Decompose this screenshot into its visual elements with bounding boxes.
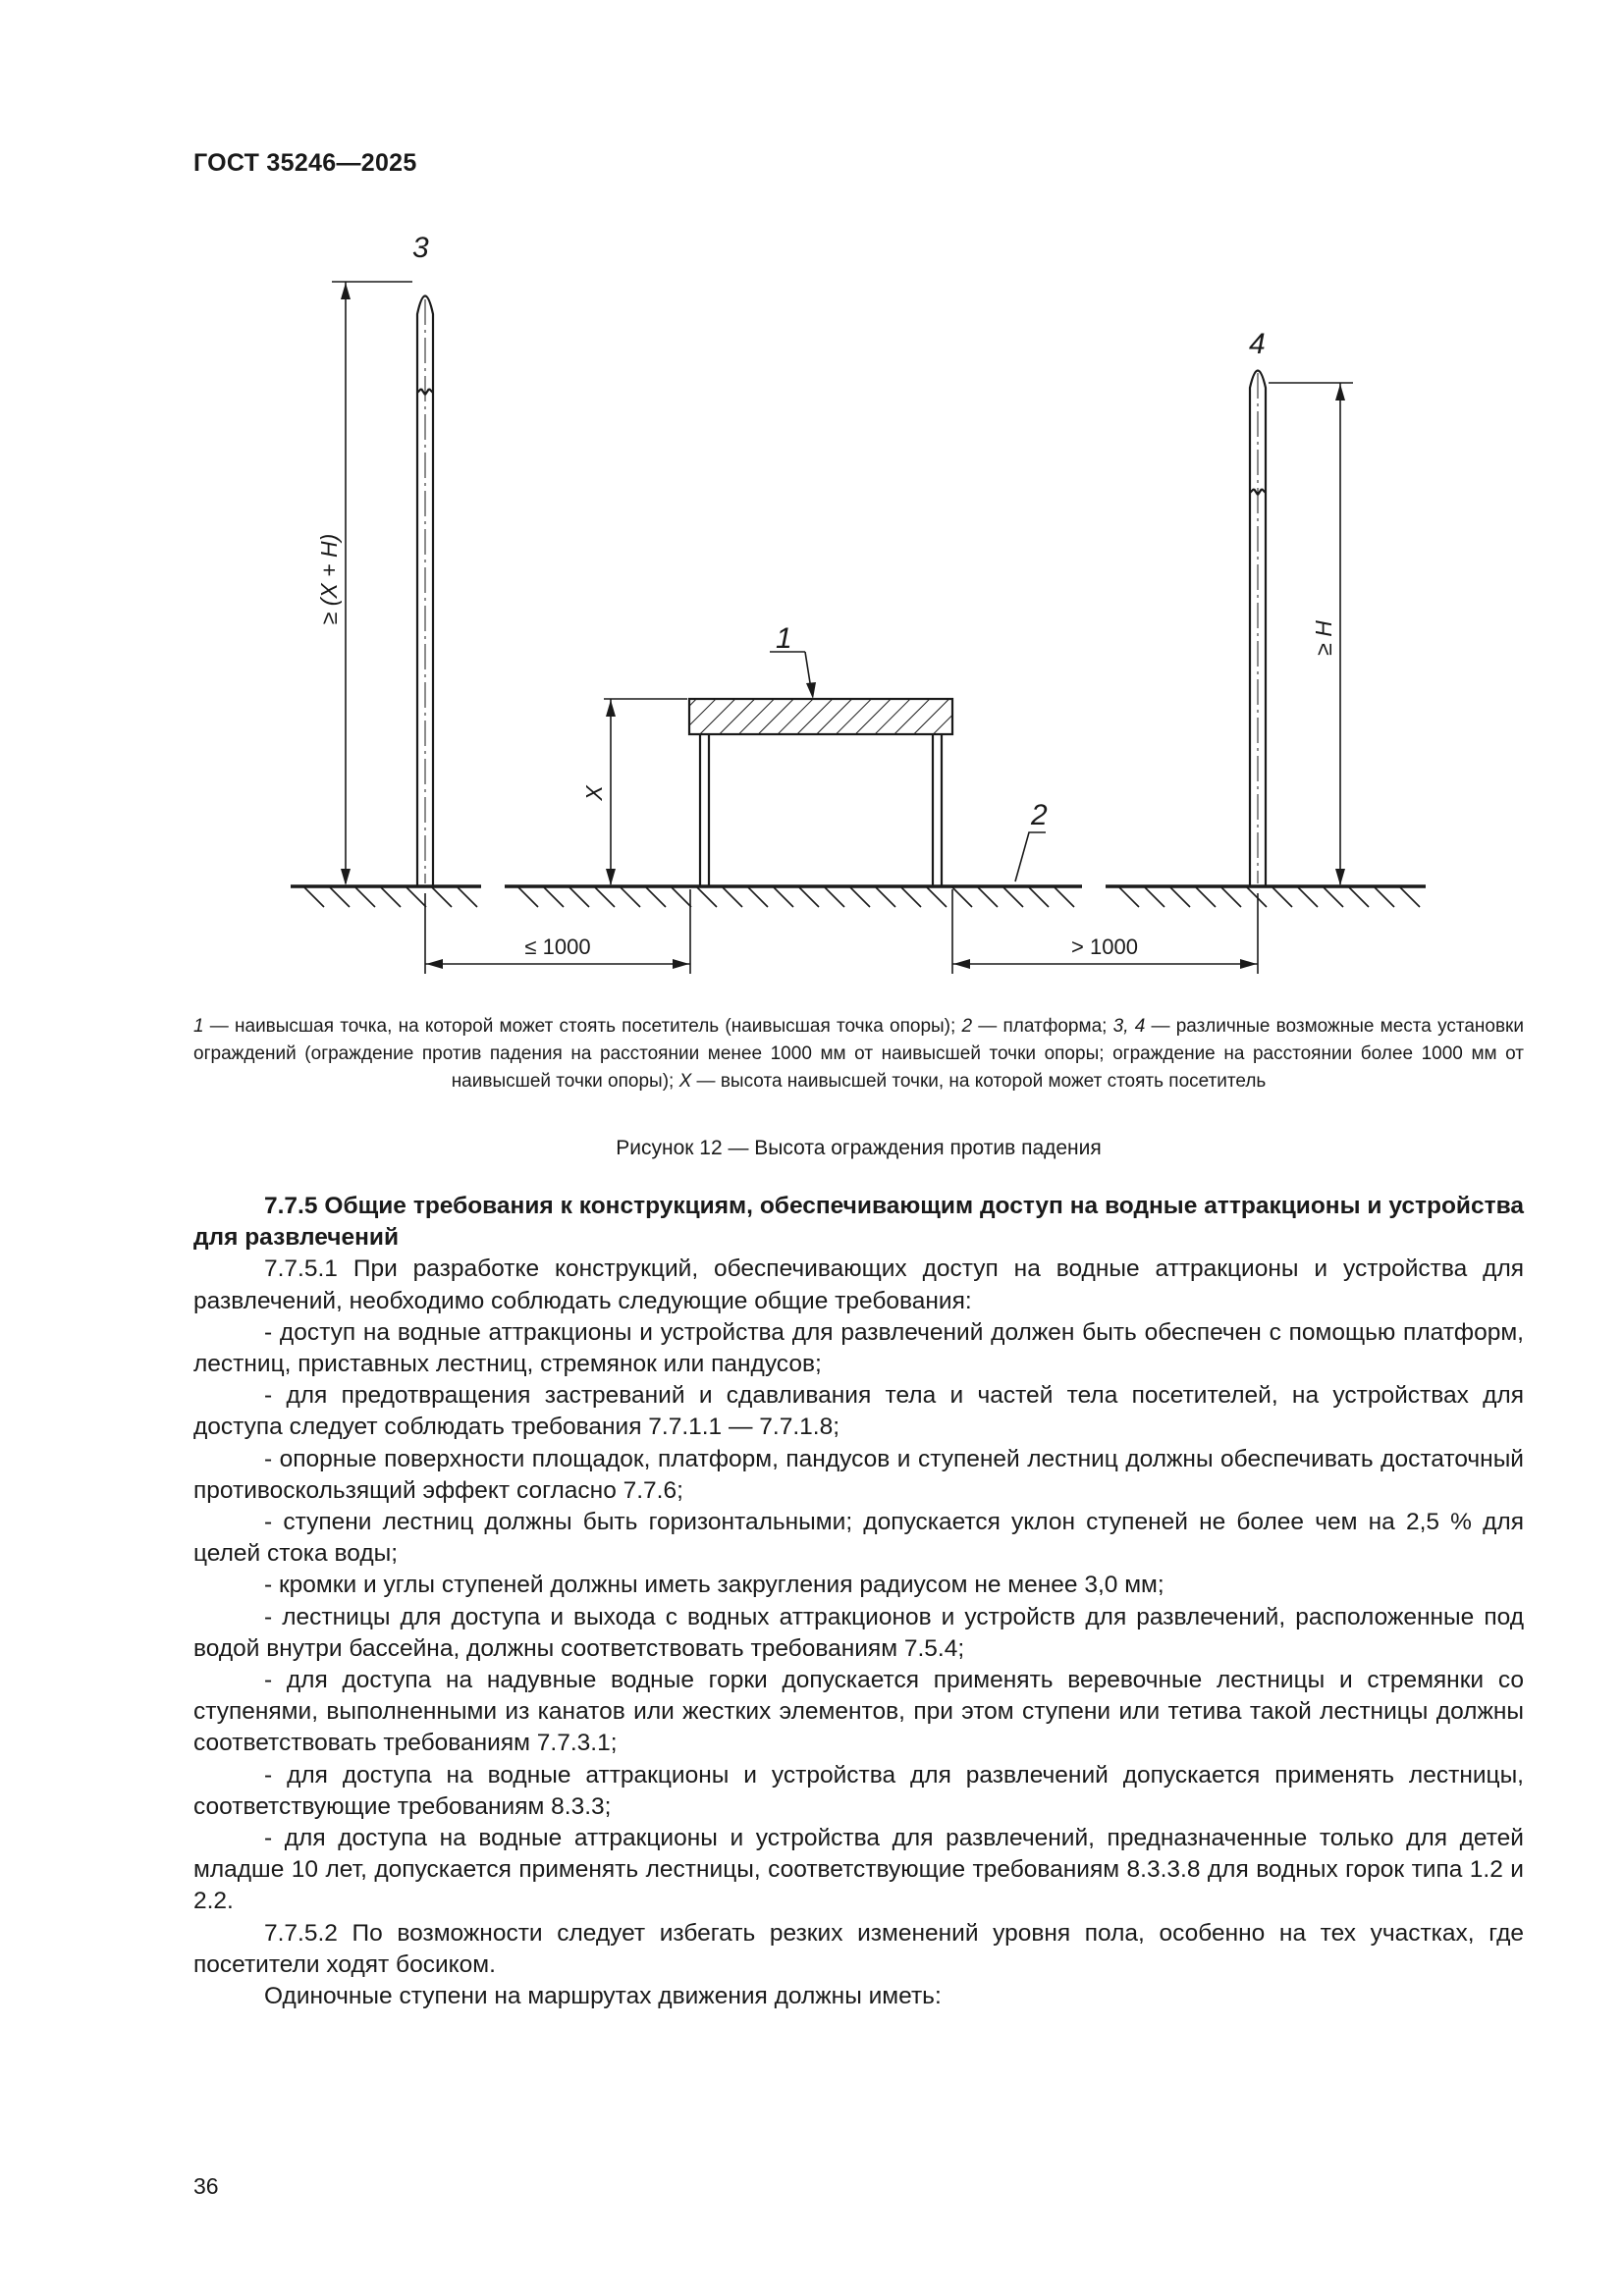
list-item: - для предотвращения застреваний и сдавливания тела и частей тела посетителей, на устройствах для доступа следует соблюдать требования 7.7.1.1 — 7.7.1.8; [193,1382,1524,1441]
label-1: 1 [776,622,792,655]
dimension-gt1000 [952,889,1258,974]
dim-label-h: ≥ H [1311,620,1336,656]
ground [291,886,1426,907]
legend-key-2: 2 [961,1016,973,1037]
list-item: - для доступа на надувные водные горки допускается применять веревочные лестницы и стремянки со ступенями, выполненными из канатов или жестких элементов, при этом ступени или тетива такой лестницы должны соответствовать требованиям 7.7.3.1; [193,1667,1524,1757]
leader-1 [770,652,816,699]
label-4: 4 [1249,328,1266,360]
leader-2 [1015,832,1046,881]
list-item: - ступени лестниц должны быть горизонтальными; допускается уклон ступеней не более чем на 2,5 % для целей стока воды; [193,1509,1524,1568]
dim-label-x: X [581,785,607,801]
legend-key-34: 3, 4 [1112,1016,1146,1037]
paragraph-7-7-5-1: 7.7.5.1 При разработке конструкций, обеспечивающих доступ на водные аттракционы и устройства для развлечений, необходимо соблюдать следующие общие требования: [193,1255,1524,1314]
list-item: - для доступа на водные аттракционы и устройства для развлечений допускается применять лестницы, соответствующие требованиям 8.3.3; [193,1761,1524,1820]
dim-label-le1000: ≤ 1000 [524,934,591,959]
list-item: - доступ на водные аттракционы и устройства для развлечений должен быть обеспечен с помощью платформ, лестниц, приставных лестниц, стремянок или пандусов; [193,1318,1524,1378]
fence-post-4 [1250,371,1266,887]
paragraph-7-7-5-2: 7.7.5.2 По возможности следует избегать резких изменений уровня пола, особенно на тех участках, где посетители ходят босиком. [193,1919,1524,1978]
section-heading: 7.7.5 Общие требования к конструкциям, обеспечивающим доступ на водные аттракционы и устройства для развлечений [193,1193,1524,1252]
body-text [193,1191,1524,2012]
fence-post-3 [417,296,433,887]
legend-text-1: — наивысшая точка, на которой может стоять посетитель (наивысшая точка опоры); [203,1016,962,1037]
fence-height-diagram [265,216,1443,991]
list-item: - для доступа на водные аттракционы и устройства для развлечений, предназначенные только для детей младше 10 лет, допускается применять лестницы, соответствующие требованиям 8.3.3.8 для водных горок типа 1.2 и 2.2. [193,1825,1524,1915]
dim-label-gt1000: > 1000 [1071,934,1138,959]
label-2: 2 [1031,799,1048,831]
list-item: - кромки и углы ступеней должны иметь закругления радиусом не менее 3,0 мм; [264,1572,1164,1599]
legend-text-x: — высота наивысшей точки, на которой может стоять посетитель [691,1071,1267,1092]
dimension-xh [332,282,412,885]
legend-key-1: 1 [193,1016,204,1037]
paragraph-single-steps: Одиночные ступени на маршрутах движения должны иметь: [264,1983,942,2010]
document-header: ГОСТ 35246—2025 [193,149,417,177]
legend-text-2: — платформа; [972,1016,1113,1037]
page-number: 36 [193,2173,219,2199]
platform-1 [689,699,952,886]
figure-caption: Рисунок 12 — Высота ограждения против падения [616,1137,1102,1159]
legend-text-34: — различные возможные места установки ограждений (ограждение против падения на расстоянии менее 1000 мм от наивысшей точки опоры; ограждение на расстоянии более 1000 мм от наивысшей точки опоры); [193,1016,1524,1092]
legend-key-x: X [678,1071,692,1092]
dimension-x [604,699,687,885]
figure-legend [193,1013,1524,1095]
dim-label-xh: ≥ (X + H) [316,533,342,625]
list-item: - лестницы для доступа и выхода с водных аттракционов и устройств для развлечений, расположенные под водой внутри бассейна, должны соответствовать требованиям 7.5.4; [193,1603,1524,1662]
figure-12 [265,216,1443,991]
list-item: - опорные поверхности площадок, платформ, пандусов и ступеней лестниц должны обеспечивать достаточный противоскользящий эффект согласно 7.7.6; [193,1445,1524,1504]
label-3: 3 [412,232,429,264]
